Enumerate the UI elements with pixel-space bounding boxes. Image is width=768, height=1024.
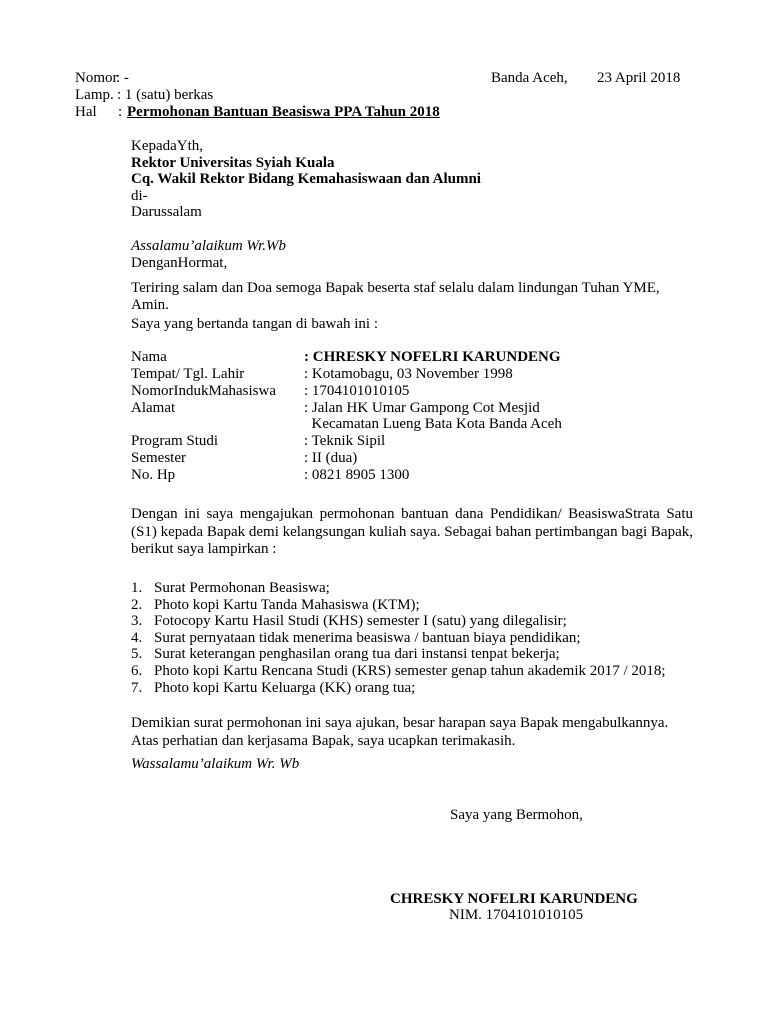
closing-line1: Demikian surat permohonan ini saya ajukan, besar harapan saya Bapak mengabulkannya. bbox=[131, 715, 669, 731]
closing-line2: Atas perhatian dan kerjasama Bapak, saya ucapkan terimakasih. bbox=[131, 733, 516, 749]
attachment-list bbox=[131, 580, 666, 696]
recipient-di: di- bbox=[131, 187, 148, 204]
identity-value: : II (dua) bbox=[304, 450, 358, 466]
identity-value: : CHRESKY NOFELRI KARUNDENG bbox=[304, 349, 561, 365]
list-item: 1. Surat Permohonan Beasiswa; bbox=[131, 580, 330, 596]
identity-row bbox=[131, 383, 691, 400]
recipient-vice-rector: Cq. Wakil Rektor Bidang Kemahasiswaan dan Alumni bbox=[131, 171, 481, 188]
list-item: 5. Surat keterangan penghasilan orang tua dari instansi tenpat bekerja; bbox=[131, 646, 560, 663]
letter-city: Banda Aceh, bbox=[491, 70, 568, 86]
identity-row bbox=[131, 366, 691, 383]
identity-label: Semester bbox=[131, 450, 186, 466]
lamp-value: : 1 (satu) berkas bbox=[117, 87, 214, 103]
hal-colon: : bbox=[118, 104, 123, 120]
list-item: 4. Surat pernyataan tidak menerima beasiswa / bantuan biaya pendidikan; bbox=[131, 629, 581, 646]
identity-label: Alamat bbox=[131, 400, 176, 416]
identity-row bbox=[131, 467, 691, 484]
identity-row bbox=[131, 349, 691, 366]
identity-value: : Kotamobagu, 03 November 1998 bbox=[304, 366, 513, 382]
identity-row bbox=[131, 400, 691, 417]
recipient-block bbox=[131, 138, 481, 221]
identity-row bbox=[131, 450, 691, 467]
opening-salam: Assalamu’alaikum Wr.Wb bbox=[131, 238, 286, 254]
identity-label: Nama bbox=[131, 349, 167, 365]
identity-label: Program Studi bbox=[131, 433, 219, 449]
signature-label: Saya yang Bermohon, bbox=[450, 807, 583, 823]
identity-value: : Jalan HK Umar Gampong Cot Mesjid bbox=[304, 400, 540, 416]
closing-salam: Wassalamu’alaikum Wr. Wb bbox=[131, 756, 300, 772]
identity-row bbox=[131, 433, 691, 450]
letter-date: 23 April 2018 bbox=[597, 70, 681, 86]
opening-hormat: DenganHormat, bbox=[131, 255, 228, 271]
list-item: 2. Photo kopi Kartu Tanda Mahasiswa (KTM); bbox=[131, 596, 420, 613]
opening-doa-line1: Teriring salam dan Doa semoga Bapak beserta staf selalu dalam lindungan Tuhan YME, bbox=[131, 280, 660, 296]
identity-row bbox=[131, 416, 691, 433]
identity-label: No. Hp bbox=[131, 467, 176, 483]
opening-doa-line2: Amin. bbox=[131, 297, 169, 313]
nomor-label: Nomor bbox=[75, 70, 118, 86]
identity-value: : 1704101010105 bbox=[304, 383, 410, 399]
signature-name: CHRESKY NOFELRI KARUNDENG bbox=[390, 891, 638, 907]
recipient-greeting: KepadaYth, bbox=[131, 138, 204, 154]
identity-value: : Teknik Sipil bbox=[304, 433, 386, 449]
recipient-place: Darussalam bbox=[131, 204, 202, 221]
identity-label: NomorIndukMahasiswa bbox=[131, 383, 276, 399]
recipient-rector: Rektor Universitas Syiah Kuala bbox=[131, 154, 335, 171]
letter-subject: Permohonan Bantuan Beasiswa PPA Tahun 2018 bbox=[127, 104, 440, 120]
list-item: 6. Photo kopi Kartu Rencana Studi (KRS) semester genap tahun akademik 2017 / 2018; bbox=[131, 662, 666, 679]
lamp-label: Lamp. bbox=[75, 87, 114, 103]
hal-label: Hal bbox=[75, 104, 97, 120]
identity-value: : 0821 8905 1300 bbox=[304, 467, 410, 483]
opening-intro: Saya yang bertanda tangan di bawah ini : bbox=[131, 316, 379, 332]
identity-label: Tempat/ Tgl. Lahir bbox=[131, 366, 245, 382]
list-item: 3. Fotocopy Kartu Hasil Studi (KHS) semester I (satu) yang dilegalisir; bbox=[131, 613, 567, 630]
identity-value: Kecamatan Lueng Bata Kota Banda Aceh bbox=[304, 416, 562, 432]
signature-nim: NIM. 1704101010105 bbox=[449, 907, 584, 923]
list-item: 7. Photo kopi Kartu Keluarga (KK) orang tua; bbox=[131, 679, 416, 696]
nomor-value: : - bbox=[116, 70, 129, 86]
body-paragraph: Dengan ini saya mengajukan permohonan bantuan dana Pendidikan/ BeasiswaStrata Satu (S1) kepada Bapak demi kelangsungan kuliah saya. Sebagai bahan pertimbangan bagi Bapak, berikut saya lampirkan : bbox=[131, 506, 693, 557]
